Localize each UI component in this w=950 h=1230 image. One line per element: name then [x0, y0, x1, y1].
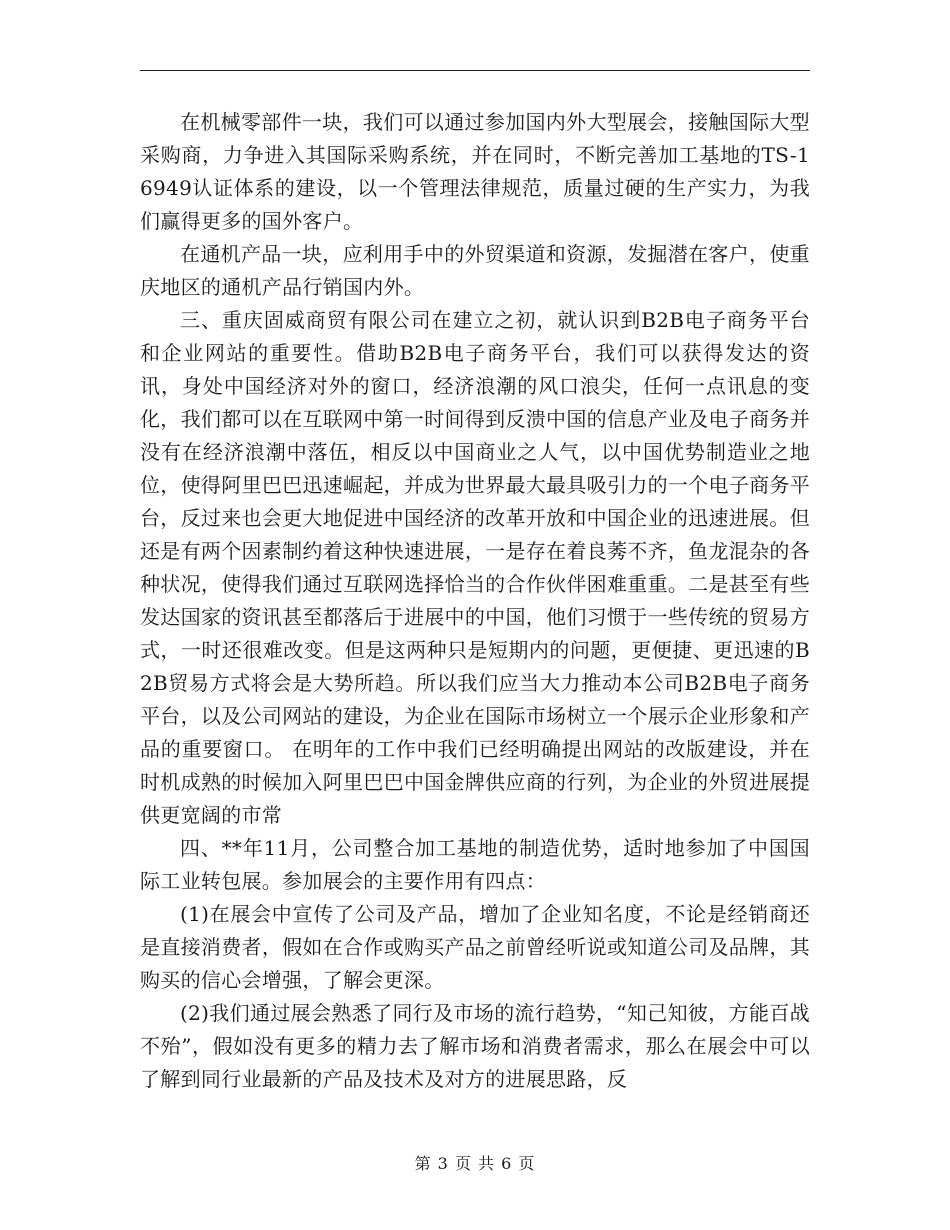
paragraph-trade-fair: 四、**年11月，公司整合加工基地的制造优势，适时地参加了中国国际工业转包展。参加展会的主要作用有四点：: [140, 836, 810, 893]
paragraph-point-2: (2)我们通过展会熟悉了同行及市场的流行趋势，“知己知彼，方能百战不殆”，假如没有更多的精力去了解市场和消费者需求，那么在展会中可以了解到同行业最新的产品及技术及对方的进展思路，反: [140, 1001, 810, 1091]
paragraph-general-machinery: 在通机产品一块，应利用手中的外贸渠道和资源，发掘潜在客户，使重庆地区的通机产品行销国内外。: [140, 242, 810, 299]
paragraph-machinery-parts: 在机械零部件一块，我们可以通过参加国内外大型展会，接触国际大型采购商，力争进入其国际采购系统，并在同时，不断完善加工基地的TS-16949认证体系的建设，以一个管理法律规范，质量过硬的生产实力，为我们赢得更多的国外客户。: [140, 110, 810, 233]
paragraph-point-1: (1)在展会中宣传了公司及产品，增加了企业知名度，不论是经销商还是直接消费者，假如在合作或购买产品之前曾经听说或知道公司及品牌，其购买的信心会增强，了解会更深。: [140, 902, 810, 992]
page-number-footer: 第 3 页 共 6 页: [414, 1154, 536, 1173]
paragraph-b2b-platform: 三、重庆固威商贸有限公司在建立之初，就认识到B2B电子商务平台和企业网站的重要性。借助B2B电子商务平台，我们可以获得发达的资讯，身处中国经济对外的窗口，经济浪潮的风口浪尖，任何一点讯息的变化，我们都可以在互联网中第一时间得到反溃中国的信息产业及电子商务并没有在经济浪潮中落伍，相反以中国商业之人气，以中国优势制造业之地位，使得阿里巴巴迅速崛起，并成为世界最大最具吸引力的一个电子商务平台，反过来也会更大地促进中国经济的改革开放和中国企业的迅速进展。但还是有两个因素制约着这种快速进展，一是存在着良莠不齐，鱼龙混杂的各种状况，使得我们通过互联网选择恰当的合作伙伴困难重重。二是甚至有些发达国家的资讯甚至都落后于进展中的中国，他们习惯于一些传统的贸易方式，一时还很难改变。但是这两种只是短期内的问题，更便捷、更迅速的B2B贸易方式将会是大势所趋。所以我们应当大力推动本公司B2B电子商务平台，以及公司网站的建设，为企业在国际市场树立一个展示企业形象和产品的重要窗口。 在明年的工作中我们已经明确提出网站的改版建设，并在时机成熟的时候加入阿里巴巴中国金牌供应商的行列，为企业的外贸进展提供更宽阔的市常: [140, 308, 810, 827]
document-body: [140, 106, 810, 1096]
header-rule: [140, 70, 810, 71]
